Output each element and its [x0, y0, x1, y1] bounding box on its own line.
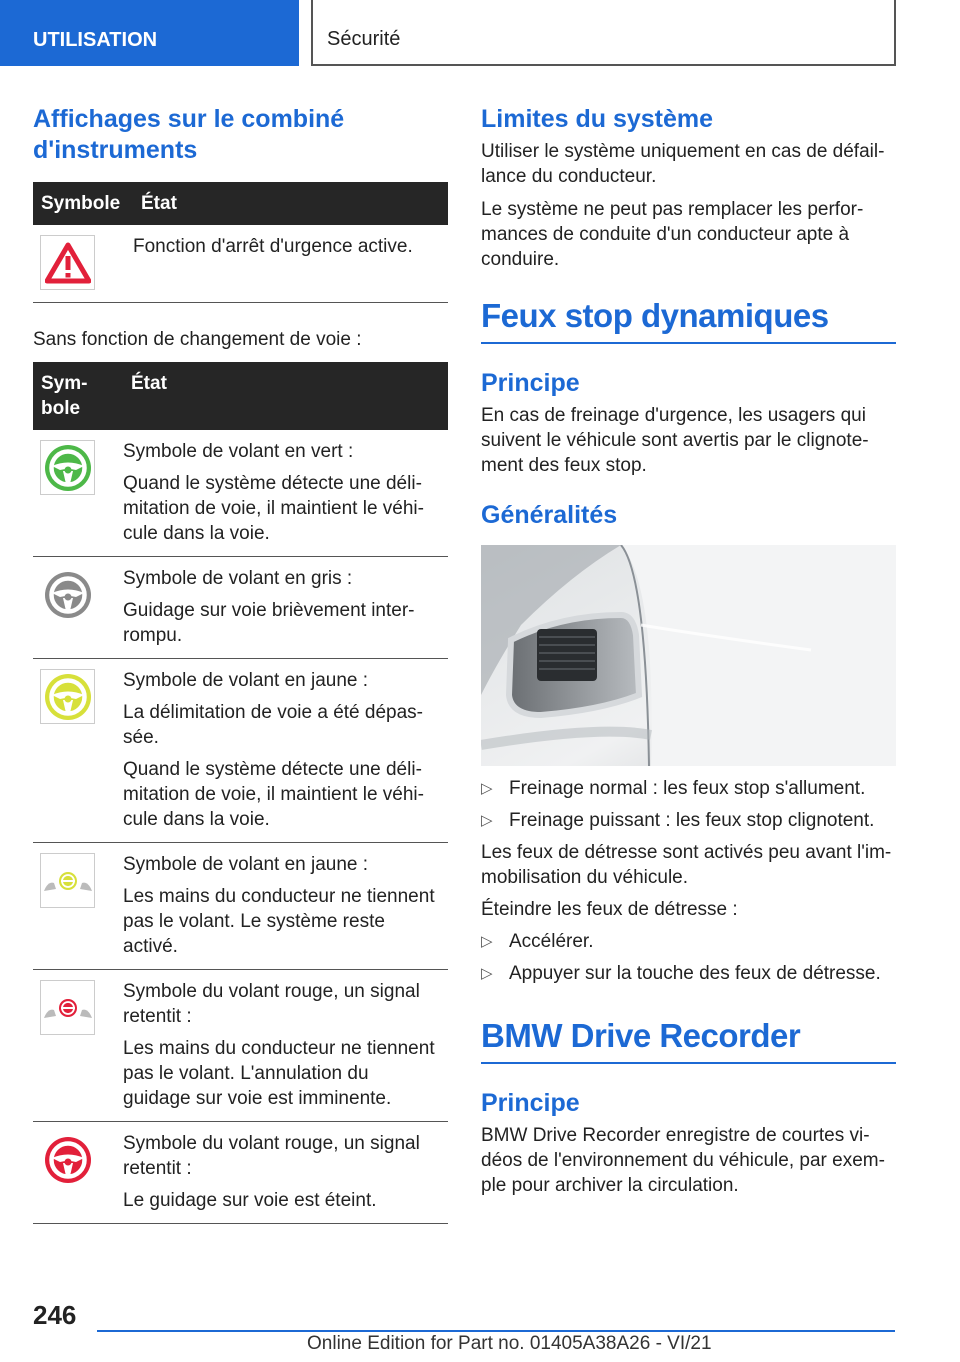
state-title: Symbole de volant en vert :	[123, 441, 354, 462]
limits-text-1: Utiliser le système uniquement en cas de défaillance du conducteur.	[481, 141, 885, 187]
list-item: ▷ Freinage normal : les feux stop s'allument.	[481, 778, 866, 799]
steering-wheel-green-icon	[40, 440, 95, 495]
state-title: Symbole de volant en jaune :	[123, 854, 369, 875]
table-row	[33, 970, 448, 1122]
state-text: Quand le système détecte une délimitation de voie, il maintient le véhicule dans la voie.	[123, 473, 424, 544]
section-label: UTILISATION	[0, 0, 299, 66]
right-column	[481, 104, 896, 1198]
hazard-text: Les feux de détresse sont activés peu avant l'immobilisation du véhicule.	[481, 842, 892, 888]
table-row	[33, 1122, 448, 1224]
list-item: ▷ Freinage puissant : les feux stop clignotent.	[481, 810, 875, 831]
steering-wheel-red-hands-icon	[40, 980, 95, 1035]
dynamic-brake-lights-heading: Feux stop dynamiques	[481, 296, 896, 344]
limits-text-2: Le système ne peut pas remplacer les performances de conduite d'un conducteur apte à conduire.	[481, 199, 864, 270]
table-row	[33, 225, 448, 303]
no-lane-change-note: Sans fonction de changement de voie :	[33, 329, 362, 350]
table-row	[33, 430, 448, 557]
steering-wheel-yellow-hands-icon	[40, 853, 95, 908]
footer-divider	[97, 1330, 895, 1332]
warning-triangle-icon	[40, 235, 95, 290]
symbol-table-2	[33, 362, 448, 1224]
hazard-off-list	[481, 929, 896, 986]
triangle-bullet-icon: ▷	[481, 780, 493, 797]
edition-text: Online Edition for Part no. 01405A38A26 - VI/21	[307, 1333, 712, 1354]
brake-list	[481, 776, 896, 833]
page-number: 246	[33, 1300, 77, 1330]
state-title: Symbole de volant en gris :	[123, 568, 353, 589]
state-text: La délimitation de voie a été dépassée.	[123, 702, 423, 748]
state-text: Les mains du conducteur ne tiennent pas le volant. Le système reste activé.	[123, 886, 435, 957]
table-row	[33, 659, 448, 843]
topic-label: Sécurité	[311, 0, 896, 66]
tail-light-photo	[481, 545, 896, 766]
table-row	[33, 557, 448, 659]
col-etat: État	[133, 182, 448, 225]
principle-heading: Principe	[481, 1089, 580, 1117]
col-etat: État	[123, 362, 448, 430]
triangle-bullet-icon: ▷	[481, 812, 493, 829]
triangle-bullet-icon: ▷	[481, 933, 493, 950]
page-header	[0, 0, 960, 66]
left-column	[33, 104, 448, 1224]
recorder-text: BMW Drive Recorder enregistre de courtes vidéos de l'environnement du véhicule, par exemple pour archiver la circulation.	[481, 1125, 885, 1196]
general-heading: Généralités	[481, 501, 618, 529]
list-item: ▷ Accélérer.	[481, 931, 594, 952]
col-symbole: Sym- bole	[33, 362, 123, 430]
state-title: Symbole du volant rouge, un signal retentit :	[123, 1133, 420, 1179]
table-row	[33, 843, 448, 970]
drive-recorder-heading: BMW Drive Recorder	[481, 1016, 896, 1064]
state-text: Quand le système détecte une délimitation de voie, il maintient le véhicule dans la voie.	[123, 759, 424, 830]
system-limits-heading: Limites du système	[481, 105, 714, 133]
hazard-off-text: Éteindre les feux de détresse :	[481, 899, 738, 920]
state-text: Le guidage sur voie est éteint.	[123, 1190, 377, 1211]
steering-wheel-red-icon	[40, 1132, 95, 1187]
state-text: Les mains du conducteur ne tiennent pas le volant. L'annulation du guidage sur voie est imminente.	[123, 1038, 435, 1109]
list-item: ▷ Appuyer sur la touche des feux de détresse.	[481, 963, 881, 984]
instrument-display-heading: Affichages sur le combiné d'instruments	[33, 105, 345, 164]
state-text: Fonction d'arrêt d'urgence active.	[133, 236, 413, 257]
triangle-bullet-icon: ▷	[481, 965, 493, 982]
steering-wheel-yellow-icon	[40, 669, 95, 724]
state-text: Guidage sur voie brièvement interrompu.	[123, 600, 415, 646]
steering-wheel-grey-icon	[40, 567, 95, 622]
principle-text: En cas de freinage d'urgence, les usagers qui suivent le véhicule sont avertis par le clignotement des feux stop.	[481, 405, 869, 476]
symbol-table-1	[33, 182, 448, 303]
col-symbole: Symbole	[33, 182, 133, 225]
principle-heading: Principe	[481, 369, 580, 397]
state-title: Symbole de volant en jaune :	[123, 670, 369, 691]
state-title: Symbole du volant rouge, un signal retentit :	[123, 981, 420, 1027]
